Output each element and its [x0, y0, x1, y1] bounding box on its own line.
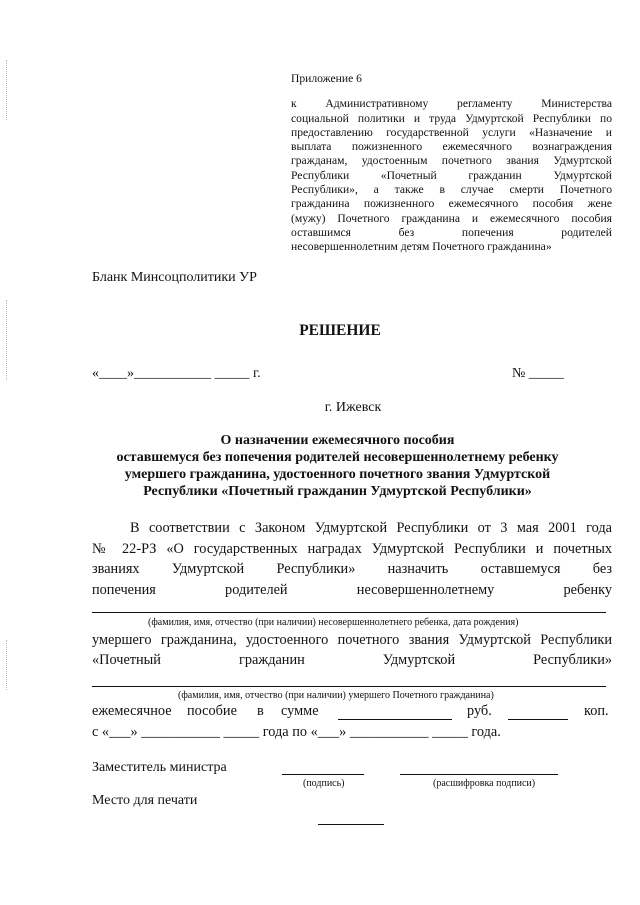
deceased-line: «Почетный гражданин Удмуртской Республики» [92, 652, 612, 668]
body-line: званиях Удмуртской Республики» назначить оставшемуся без [92, 561, 612, 577]
stamp-field-line [318, 824, 384, 825]
body-paragraph [92, 518, 612, 600]
signature-decode-field[interactable] [400, 774, 558, 775]
signer-role: Заместитель министра [92, 760, 227, 775]
letterhead-label: Бланк Минсоцполитики УР [92, 270, 257, 285]
stamp-place-label: Место для печати [92, 793, 198, 808]
child-name-field-line[interactable] [92, 612, 606, 613]
appendix-line: социальной политики и труда Удмуртской Республики по [291, 111, 612, 125]
appendix-line: гражданам, удостоенным почетного звания Удмуртской [291, 154, 612, 168]
subject-line: умершего гражданина, удостоенного почетного звания Удмуртской [124, 467, 551, 482]
period-line: с «___» ___________ _____ года по «___» ___________ _____ года. [92, 724, 501, 740]
amount-word: в [257, 703, 264, 719]
rub-label: руб. [467, 703, 492, 719]
signature-decode-caption: (расшифровка подписи) [433, 778, 536, 789]
kop-label: коп. [584, 703, 609, 719]
amount-word: пособие [187, 703, 237, 719]
appendix-line: гражданина пожизненного ежемесячного пособия жене [291, 197, 612, 211]
scan-edge-mark [6, 60, 8, 120]
deceased-line: умершего гражданина, удостоенного почетного звания Удмуртской Республики [92, 632, 612, 648]
date-line: «____»___________ _____ г. [92, 366, 261, 381]
number-line: № _____ [512, 366, 564, 381]
appendix-block [291, 72, 612, 255]
signature-caption: (подпись) [303, 778, 345, 789]
appendix-line: оставшимся без попечения родителей [291, 225, 612, 239]
appendix-line: Республики», а также в случае смерти Почетного [291, 183, 612, 197]
child-name-caption: (фамилия, имя, отчество (при наличии) несовершеннолетнего ребенка, дата рождения) [148, 617, 519, 628]
signature-field[interactable] [282, 774, 364, 775]
subject-line: Республики «Почетный гражданин Удмуртской Республики» [143, 484, 532, 499]
document-heading: РЕШЕНИЕ [299, 322, 381, 339]
body-line: попечения родителей несовершеннолетнему ребенку [92, 581, 612, 598]
appendix-line: Республики «Почетный гражданин Удмуртской [291, 168, 612, 182]
kop-amount-field[interactable] [508, 719, 568, 720]
amount-word: ежемесячное [92, 703, 172, 719]
subject-block [80, 432, 595, 500]
rub-amount-field[interactable] [338, 719, 452, 720]
deceased-name-field-line[interactable] [92, 686, 606, 687]
body-line: № 22-РЗ «О государственных наградах Удмуртской Республики и почетных [92, 540, 612, 557]
body-line: В соответствии с Законом Удмуртской Республики от 3 мая 2001 года [130, 520, 612, 536]
amount-word: сумме [281, 703, 319, 719]
appendix-title: Приложение 6 [291, 72, 362, 85]
appendix-line: (мужу) Почетного гражданина и ежемесячного пособия [291, 211, 612, 225]
subject-line: О назначении ежемесячного пособия [220, 433, 455, 448]
subject-line: оставшемуся без попечения родителей несовершеннолетнему ребенку [116, 450, 559, 465]
scan-edge-mark [6, 300, 8, 380]
city-label: г. Ижевск [324, 400, 382, 415]
appendix-line: предоставлению государственной услуги «Назначение и [291, 125, 612, 139]
appendix-line: к Административному регламенту Министерства [291, 97, 612, 111]
appendix-last-line: несовершеннолетним детям Почетного гражданина» [291, 240, 552, 254]
appendix-line: выплата пожизненного ежемесячного вознаграждения [291, 140, 612, 154]
deceased-name-caption: (фамилия, имя, отчество (при наличии) умершего Почетного гражданина) [178, 690, 494, 701]
scan-edge-mark [6, 640, 8, 690]
deceased-block [92, 630, 612, 670]
